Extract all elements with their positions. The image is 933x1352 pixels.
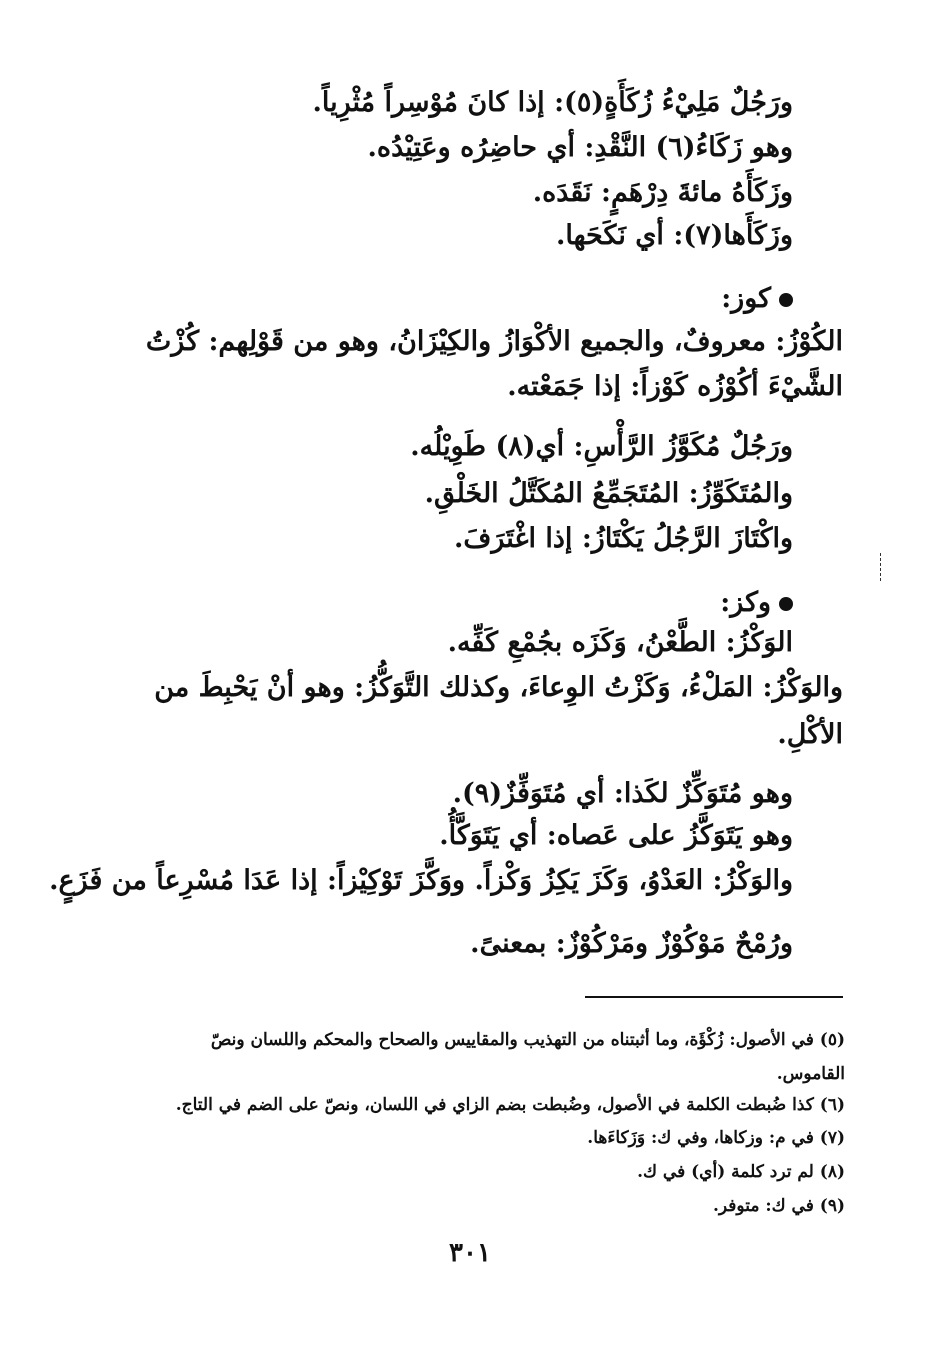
footnote: (٩) في ك: متوفر. (712, 1196, 845, 1216)
body-line: الوَكْزُ: الطَّعْنُ، وَكَزَه بجُمْعِ كَفِّه. (447, 627, 793, 658)
body-line: وهو يَتَوَكَّزُ على عَصاه: أي يَتَوَكَّأُ. (439, 820, 793, 851)
footnote: (٥) في الأصول: زُكْؤَة، وما أثبتناه من التهذيب والمقاييس والصحاح والمحكم واللسان ونصّ (210, 1030, 845, 1050)
body-line: وزَكَأَها(٧): أي نَكَحَها. (555, 220, 793, 251)
body-line: الشَّيْءَ أكُوْزُه كَوْزاً: إذا جَمَعْته. (507, 371, 843, 402)
body-line: وهو مُتَوَكِّزٌ لكَذا: أي مُتَوَفِّزٌ(٩). (452, 778, 793, 809)
body-line: والمُتَكَوِّزُ: المُتَجَمِّعُ المُكَتَّلُ الخَلْقِ. (424, 478, 793, 509)
footnote: (٨) لم ترد كلمة (أي) في ك. (637, 1162, 845, 1182)
bullet-icon (779, 293, 793, 307)
body-line: الكُوْزُ: معروفٌ، والجميع الأكْوَازُ والكِيْزَانُ، وهو من قَوْلِهم: كُزْتُ (145, 326, 843, 357)
body-line: ورَجُلٌ مَلِيْءُ زُكَأَةٍ(٥): إذا كانَ مُوْسِراً مُثْرِياً. (312, 87, 793, 118)
footnote-separator (585, 996, 843, 998)
body-line: والوَكْزُ: العَدْوُ، وَكَزَ يَكِزُ وَكْزاً. ووَكَّزَ تَوْكِيْزاً: إذا عَدَا مُسْرِعاً من فَزَعٍ. (49, 865, 793, 896)
footnote: القاموس. (776, 1064, 845, 1084)
body-line: ورَجُلٌ مُكَوَّزُ الرَّأْسِ: أي(٨) طَوِيْلُه. (410, 431, 793, 462)
footnote: (٧) في م: وزكاها، وفي ك: وَزَكاءَها. (587, 1128, 845, 1148)
footnote: (٦) كذا ضُبطت الكلمة في الأصول، وضُبطت بضم الزاي في اللسان، ونصّ على الضم في التاج. (175, 1095, 845, 1115)
entry-heading: وكز: (720, 586, 793, 620)
margin-mark (880, 553, 883, 581)
bullet-icon (779, 597, 793, 611)
body-line: ورُمْحٌ مَوْكُوْزٌ ومَرْكُوْزٌ: بمعنىً. (470, 928, 793, 959)
entry-heading: كوز: (721, 282, 793, 316)
page-number: ٣٠١ (449, 1238, 491, 1268)
body-line: وزَكَأَهُ مائةَ دِرْهَمٍ: نَقَدَه. (532, 177, 793, 208)
body-line: الأكْلِ. (777, 719, 843, 750)
body-line: واكْتَازَ الرَّجُلُ يَكْتَازُ: إذا اغْتَرَفَ. (453, 523, 793, 554)
body-line: والوَكْزُ: المَلْءُ، وَكَزْتُ الوِعاءَ، وكذلك التَّوَكُّزُ: وهو أنْ يَحْبِطَ من (154, 672, 843, 703)
body-line: وهو زَكَاءُ(٦) النَّقْدِ: أي حاضِرُه وعَتِيْدُه. (367, 132, 793, 163)
